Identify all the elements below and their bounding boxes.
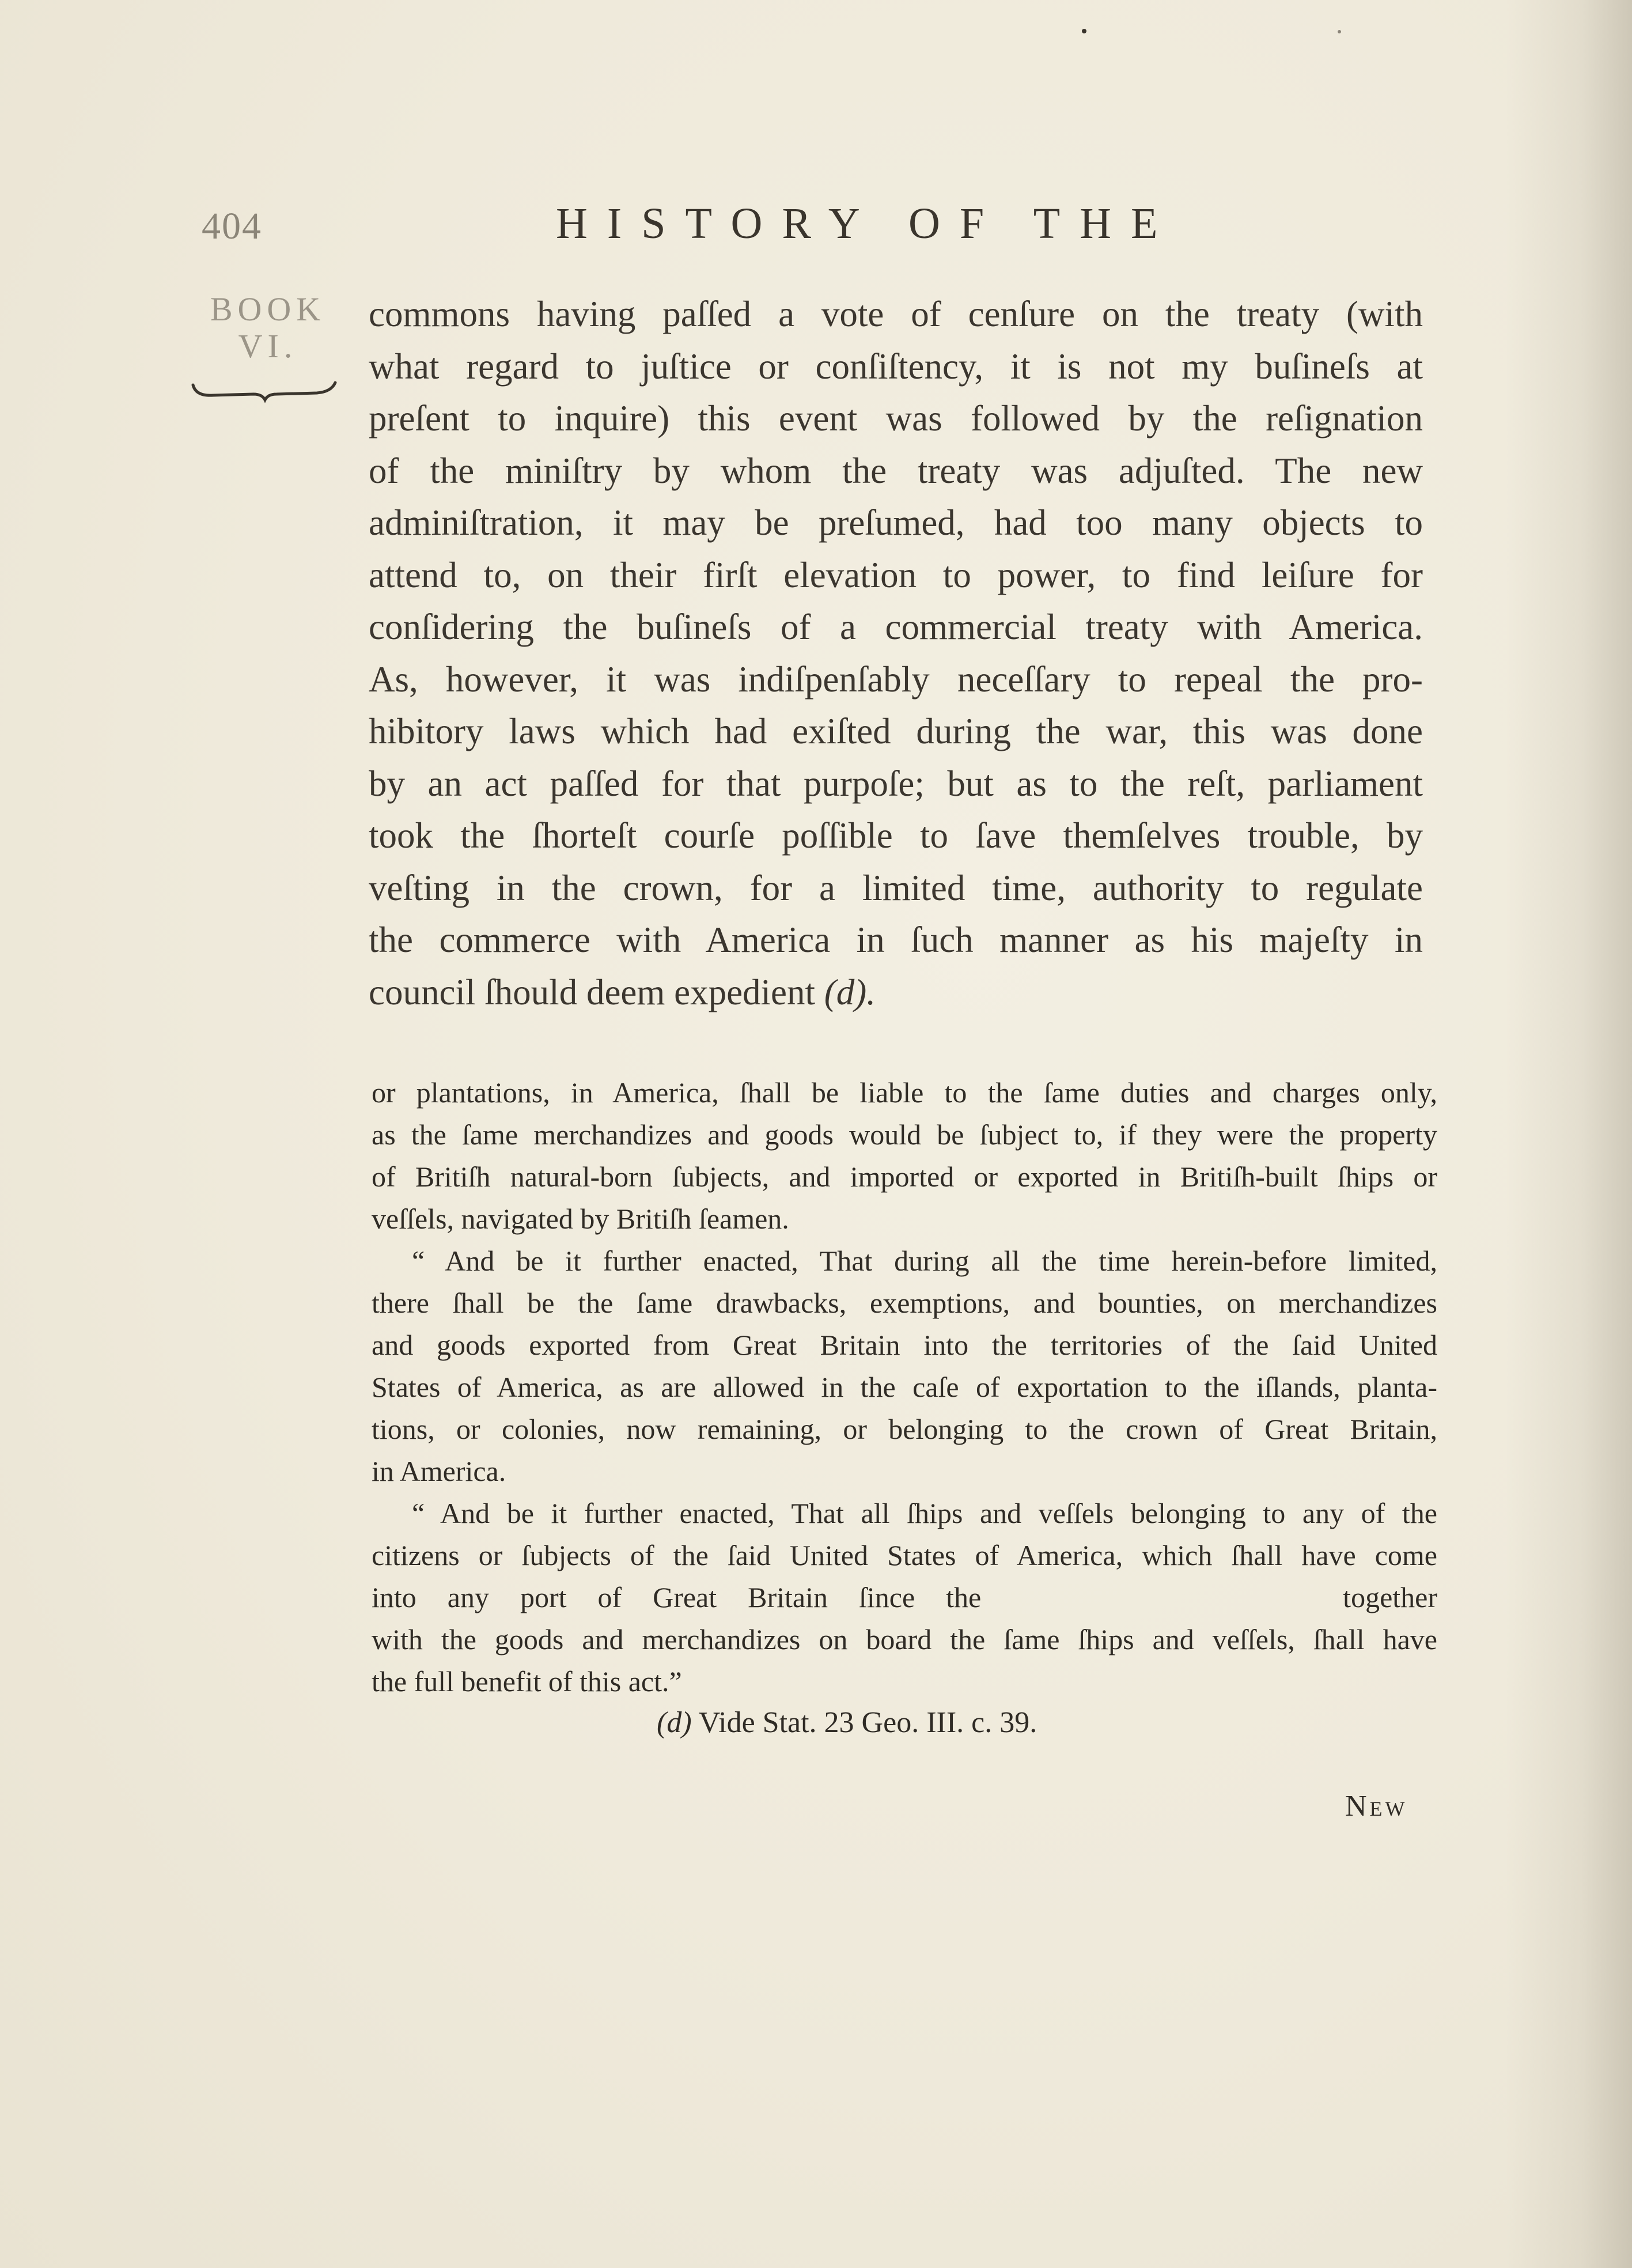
footnote-line: “ And be it further enacted, That all ſhips and veſſels belonging to any of the	[412, 1497, 1437, 1529]
catchword: New	[1345, 1790, 1408, 1823]
body-line: conſidering the buſineſs of a commercial treaty with America.	[369, 607, 1423, 647]
footnote-line: “ And be it further enacted, That during all the time herein-before limited,	[412, 1245, 1437, 1277]
page-number: 404	[202, 205, 262, 247]
footnote-line: there ſhall be the ſame drawbacks, exemptions, and bounties, on merchandizes	[372, 1287, 1437, 1319]
footnote-citation	[657, 1706, 1037, 1740]
body-line: preſent to inquire) this event was followed by the reſignation	[369, 398, 1423, 439]
body-line: commons having paſſed a vote of cenſure on the treaty (with	[369, 294, 1423, 334]
footnote-line: with the goods and merchandizes on board the ſame ſhips and veſſels, ſhall have	[372, 1623, 1437, 1655]
footnote-block	[372, 1072, 1437, 1703]
body-line: what regard to juſtice or conſiſtency, it is not my buſineſs at	[369, 346, 1423, 387]
body-line: the commerce with America in ſuch manner as his majeſty in	[369, 920, 1423, 960]
footnote-text: into any port of Great Britain ſince the	[372, 1581, 982, 1613]
ink-speck	[1338, 30, 1341, 33]
footnote-text: together	[1343, 1581, 1437, 1613]
body-line: attend to, on their firſt elevation to power, to find leiſure for	[369, 554, 1423, 595]
footnote-reference: (d).	[824, 972, 876, 1012]
footnote-line-with-gap	[372, 1577, 1437, 1619]
footnote-line: of Britiſh natural-born ſubjects, and imported or exported in Britiſh-built ſhips or	[372, 1161, 1437, 1193]
footnote-line: tions, or colonies, now remaining, or belonging to the crown of Great Britain,	[372, 1413, 1437, 1445]
body-line: veſting in the crown, for a limited time, authority to regulate	[369, 867, 1423, 908]
footnote-line: and goods exported from Great Britain into the territories of the ſaid United	[372, 1329, 1437, 1361]
body-line-last	[369, 966, 1423, 1019]
book-label: BOOK	[210, 290, 326, 328]
footnote-line: States of America, as are allowed in the caſe of exportation to the iſlands, planta-	[372, 1371, 1437, 1403]
body-line: of the miniſtry by whom the treaty was adjuſted. The new	[369, 450, 1423, 491]
book-number: VI.	[238, 327, 298, 365]
body-line: As, however, it was indiſpenſably neceſſary to repeal the pro-	[369, 659, 1423, 700]
running-head: HISTORY OF THE	[556, 199, 1177, 248]
margin-brace-ornament	[190, 380, 340, 403]
body-line: adminiſtration, it may be preſumed, had too many objects to	[369, 502, 1423, 543]
citation-label: (d)	[657, 1706, 692, 1739]
ink-speck	[1082, 29, 1086, 33]
main-body-text	[369, 288, 1423, 1018]
footnote-line: veſſels, navigated by Britiſh ſeamen.	[372, 1203, 789, 1235]
body-line: by an act paſſed for that purpoſe; but as to the reſt, parliament	[369, 763, 1423, 804]
body-line: hibitory laws which had exiſted during the war, this was done	[369, 711, 1423, 751]
page-edge-shadow	[1505, 0, 1632, 2268]
footnote-line: or plantations, in America, ſhall be liable to the ſame duties and charges only,	[372, 1076, 1437, 1109]
margin-note	[190, 291, 346, 365]
body-line: took the ſhorteſt courſe poſſible to ſave themſelves trouble, by	[369, 815, 1423, 856]
body-line-text: council ſhould deem expedient	[369, 972, 816, 1012]
footnote-line: citizens or ſubjects of the ſaid United States of America, which ſhall have come	[372, 1539, 1437, 1571]
footnote-line: in America.	[372, 1455, 506, 1487]
footnote-line: as the ſame merchandizes and goods would be ſubject to, if they were the property	[372, 1118, 1437, 1151]
citation-text: Vide Stat. 23 Geo. III. c. 39.	[698, 1706, 1037, 1739]
footnote-line: the full benefit of this act.”	[372, 1665, 682, 1698]
